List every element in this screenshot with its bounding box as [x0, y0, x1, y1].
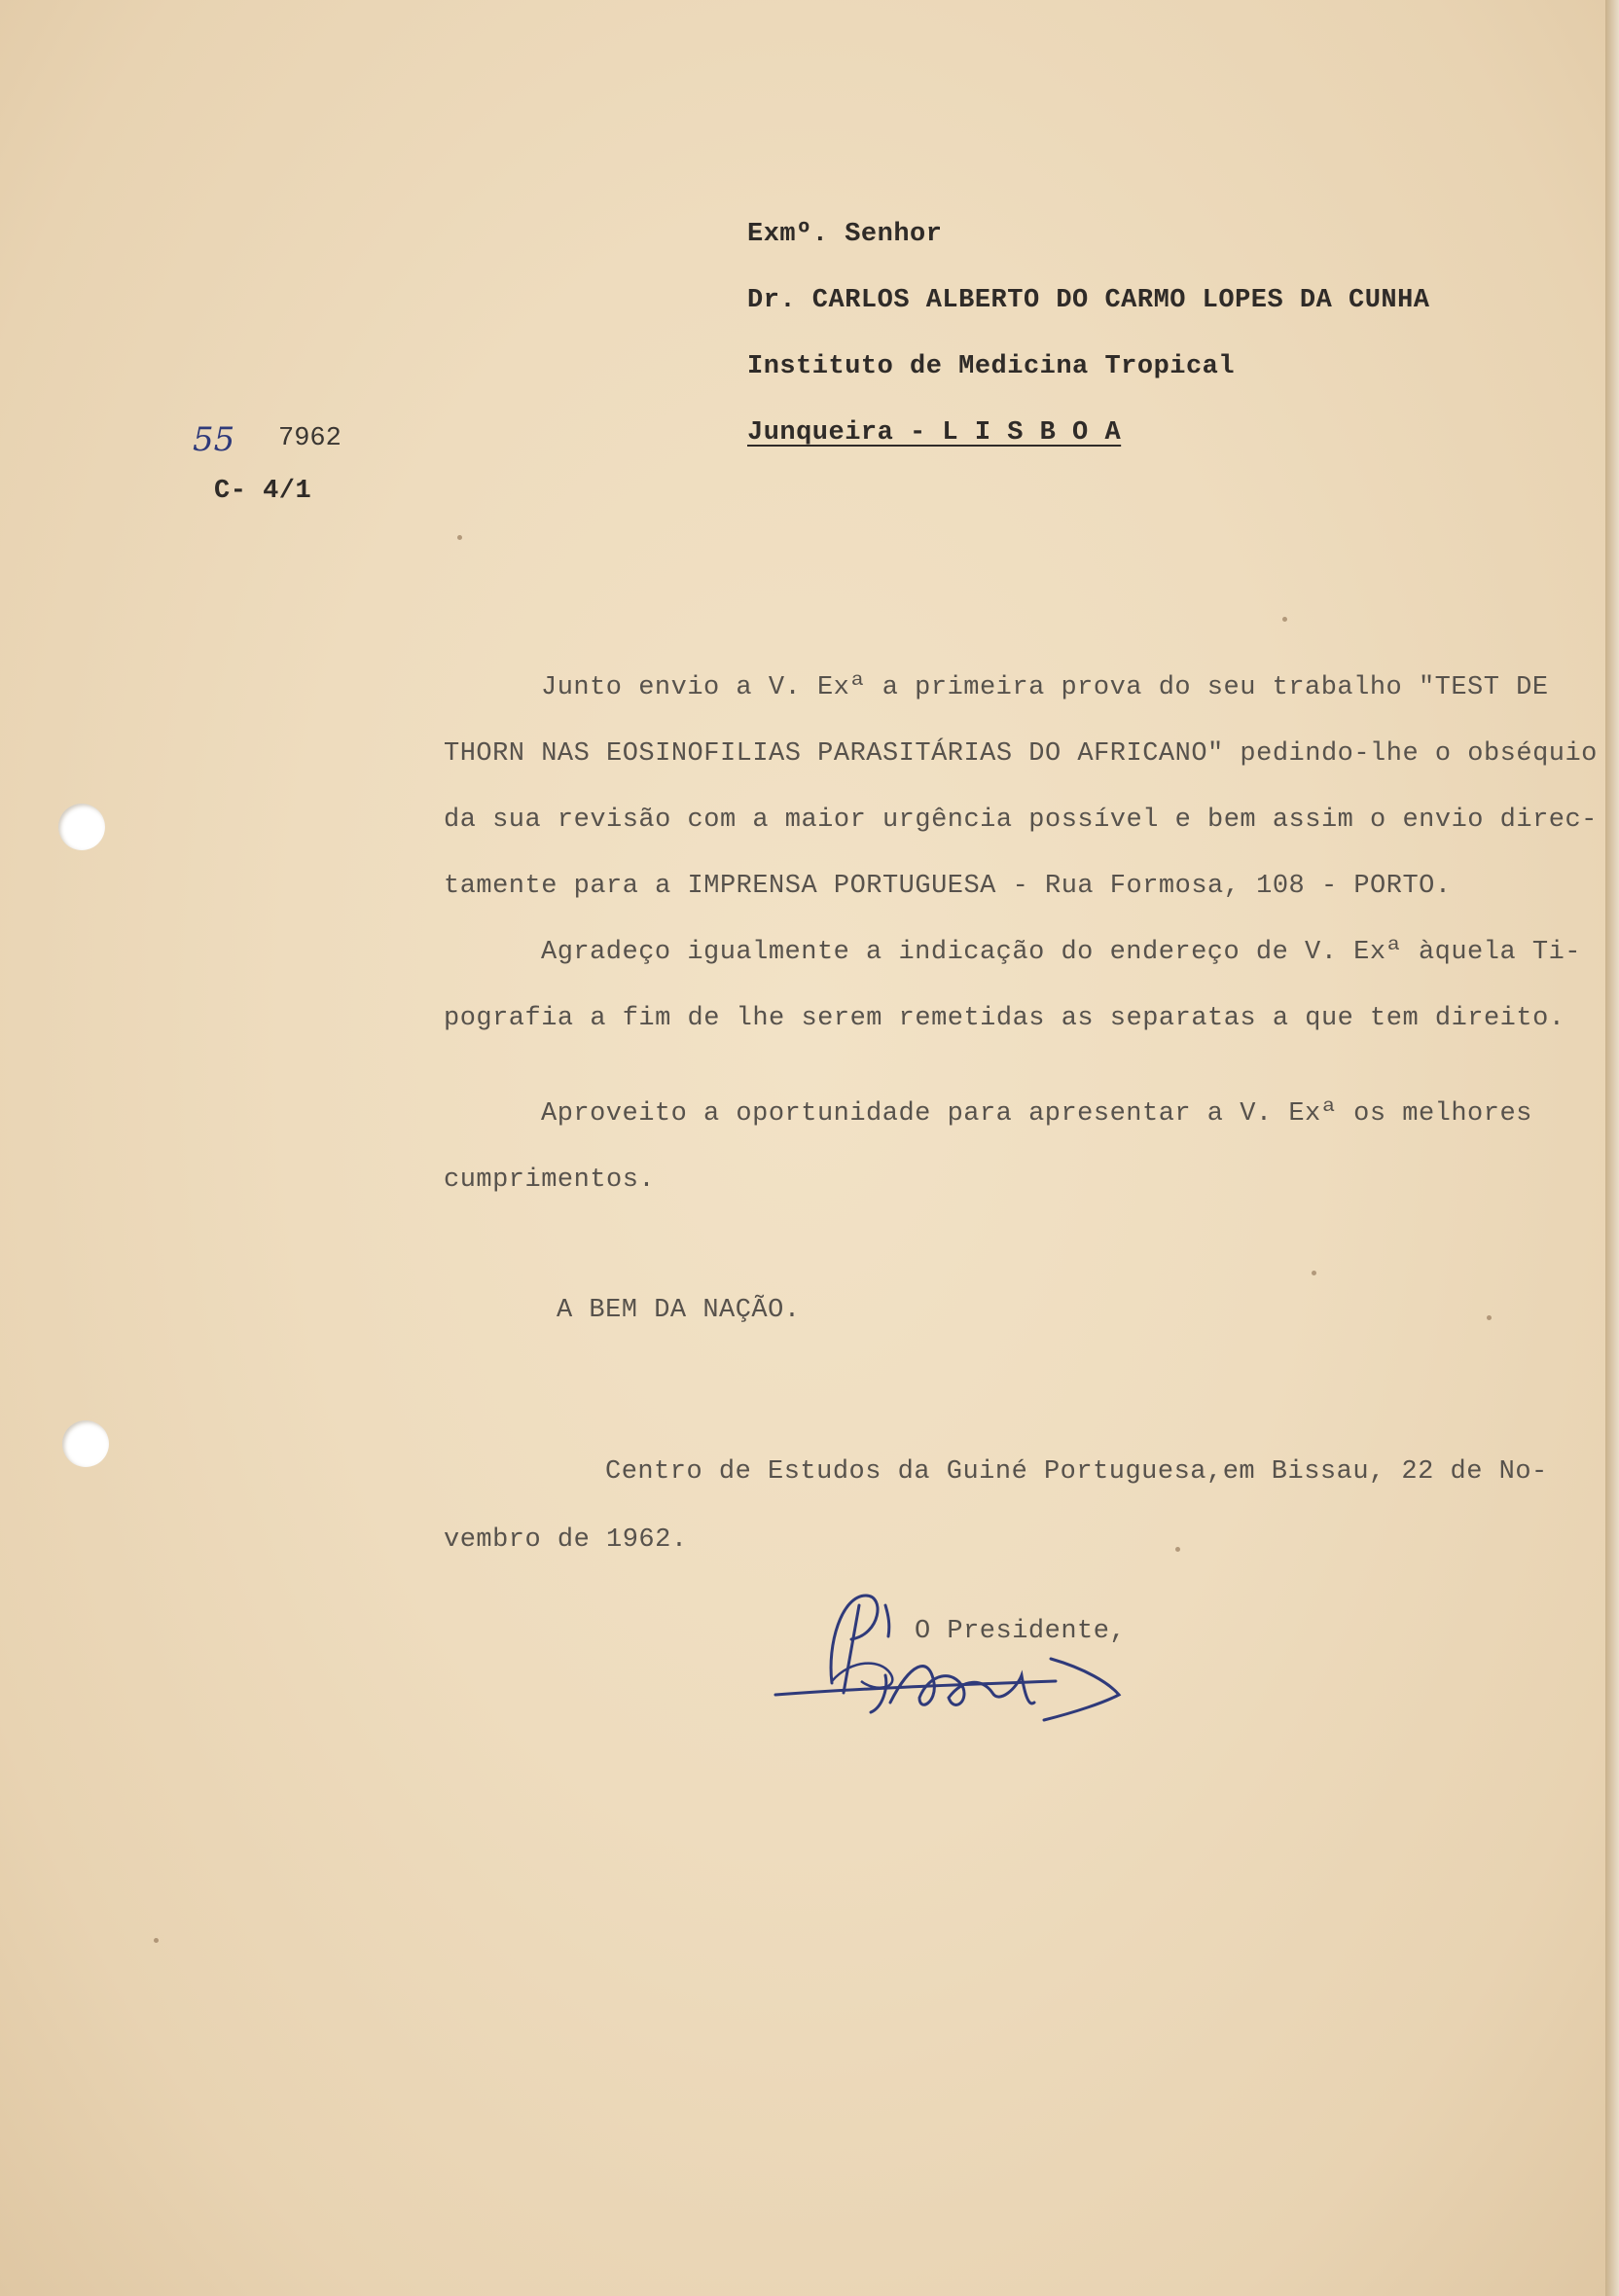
- paragraph1-line: THORN NAS EOSINOFILIAS PARASITÁRIAS DO AFRICANO" pedindo-lhe o obséquio: [444, 739, 1598, 769]
- address-name: Dr. CARLOS ALBERTO DO CARMO LOPES DA CUNHA: [747, 286, 1430, 315]
- paper-speck: [457, 535, 462, 540]
- reference-code: C- 4/1: [214, 477, 312, 506]
- paragraph1-line: da sua revisão com a maior urgência possível e bem assim o envio direc-: [444, 806, 1598, 835]
- reference-typed-number: 7962: [278, 424, 342, 453]
- paragraph2-line: Agradeço igualmente a indicação do endereço de V. Exª àquela Ti-: [541, 938, 1581, 967]
- address-salutation: Exmº. Senhor: [747, 220, 943, 249]
- paper-speck: [154, 1938, 159, 1943]
- address-institution: Instituto de Medicina Tropical: [747, 352, 1236, 381]
- paragraph3-line: Aproveito a oportunidade para apresentar a V. Exª os melhores: [541, 1099, 1532, 1129]
- paragraph2-line: pografia a fim de lhe serem remetidas as separatas a que tem direito.: [444, 1004, 1565, 1033]
- signature-title: O Presidente,: [915, 1617, 1127, 1646]
- dateline-line: Centro de Estudos da Guiné Portuguesa,em Bissau, 22 de No-: [605, 1457, 1548, 1487]
- paper-speck: [1282, 617, 1287, 622]
- signature-handwritten: [774, 1566, 1202, 1732]
- reference-handwritten-number: 55: [193, 420, 235, 459]
- paragraph3-line: cumprimentos.: [444, 1166, 656, 1195]
- closing-motto: A BEM DA NAÇÃO.: [557, 1296, 801, 1325]
- punch-hole-bottom: [62, 1420, 109, 1467]
- paragraph1-line: tamente para a IMPRENSA PORTUGUESA - Rua Formosa, 108 - PORTO.: [444, 872, 1452, 901]
- page-edge: [1605, 0, 1619, 2296]
- paper-speck: [1175, 1547, 1180, 1552]
- dateline-line: vembro de 1962.: [444, 1525, 688, 1555]
- punch-hole-top: [58, 804, 105, 850]
- paper-speck: [1312, 1271, 1316, 1275]
- address-city: Junqueira - L I S B O A: [747, 418, 1122, 448]
- paragraph1-line: Junto envio a V. Exª a primeira prova do seu trabalho "TEST DE: [541, 673, 1549, 702]
- paper-speck: [1487, 1315, 1492, 1320]
